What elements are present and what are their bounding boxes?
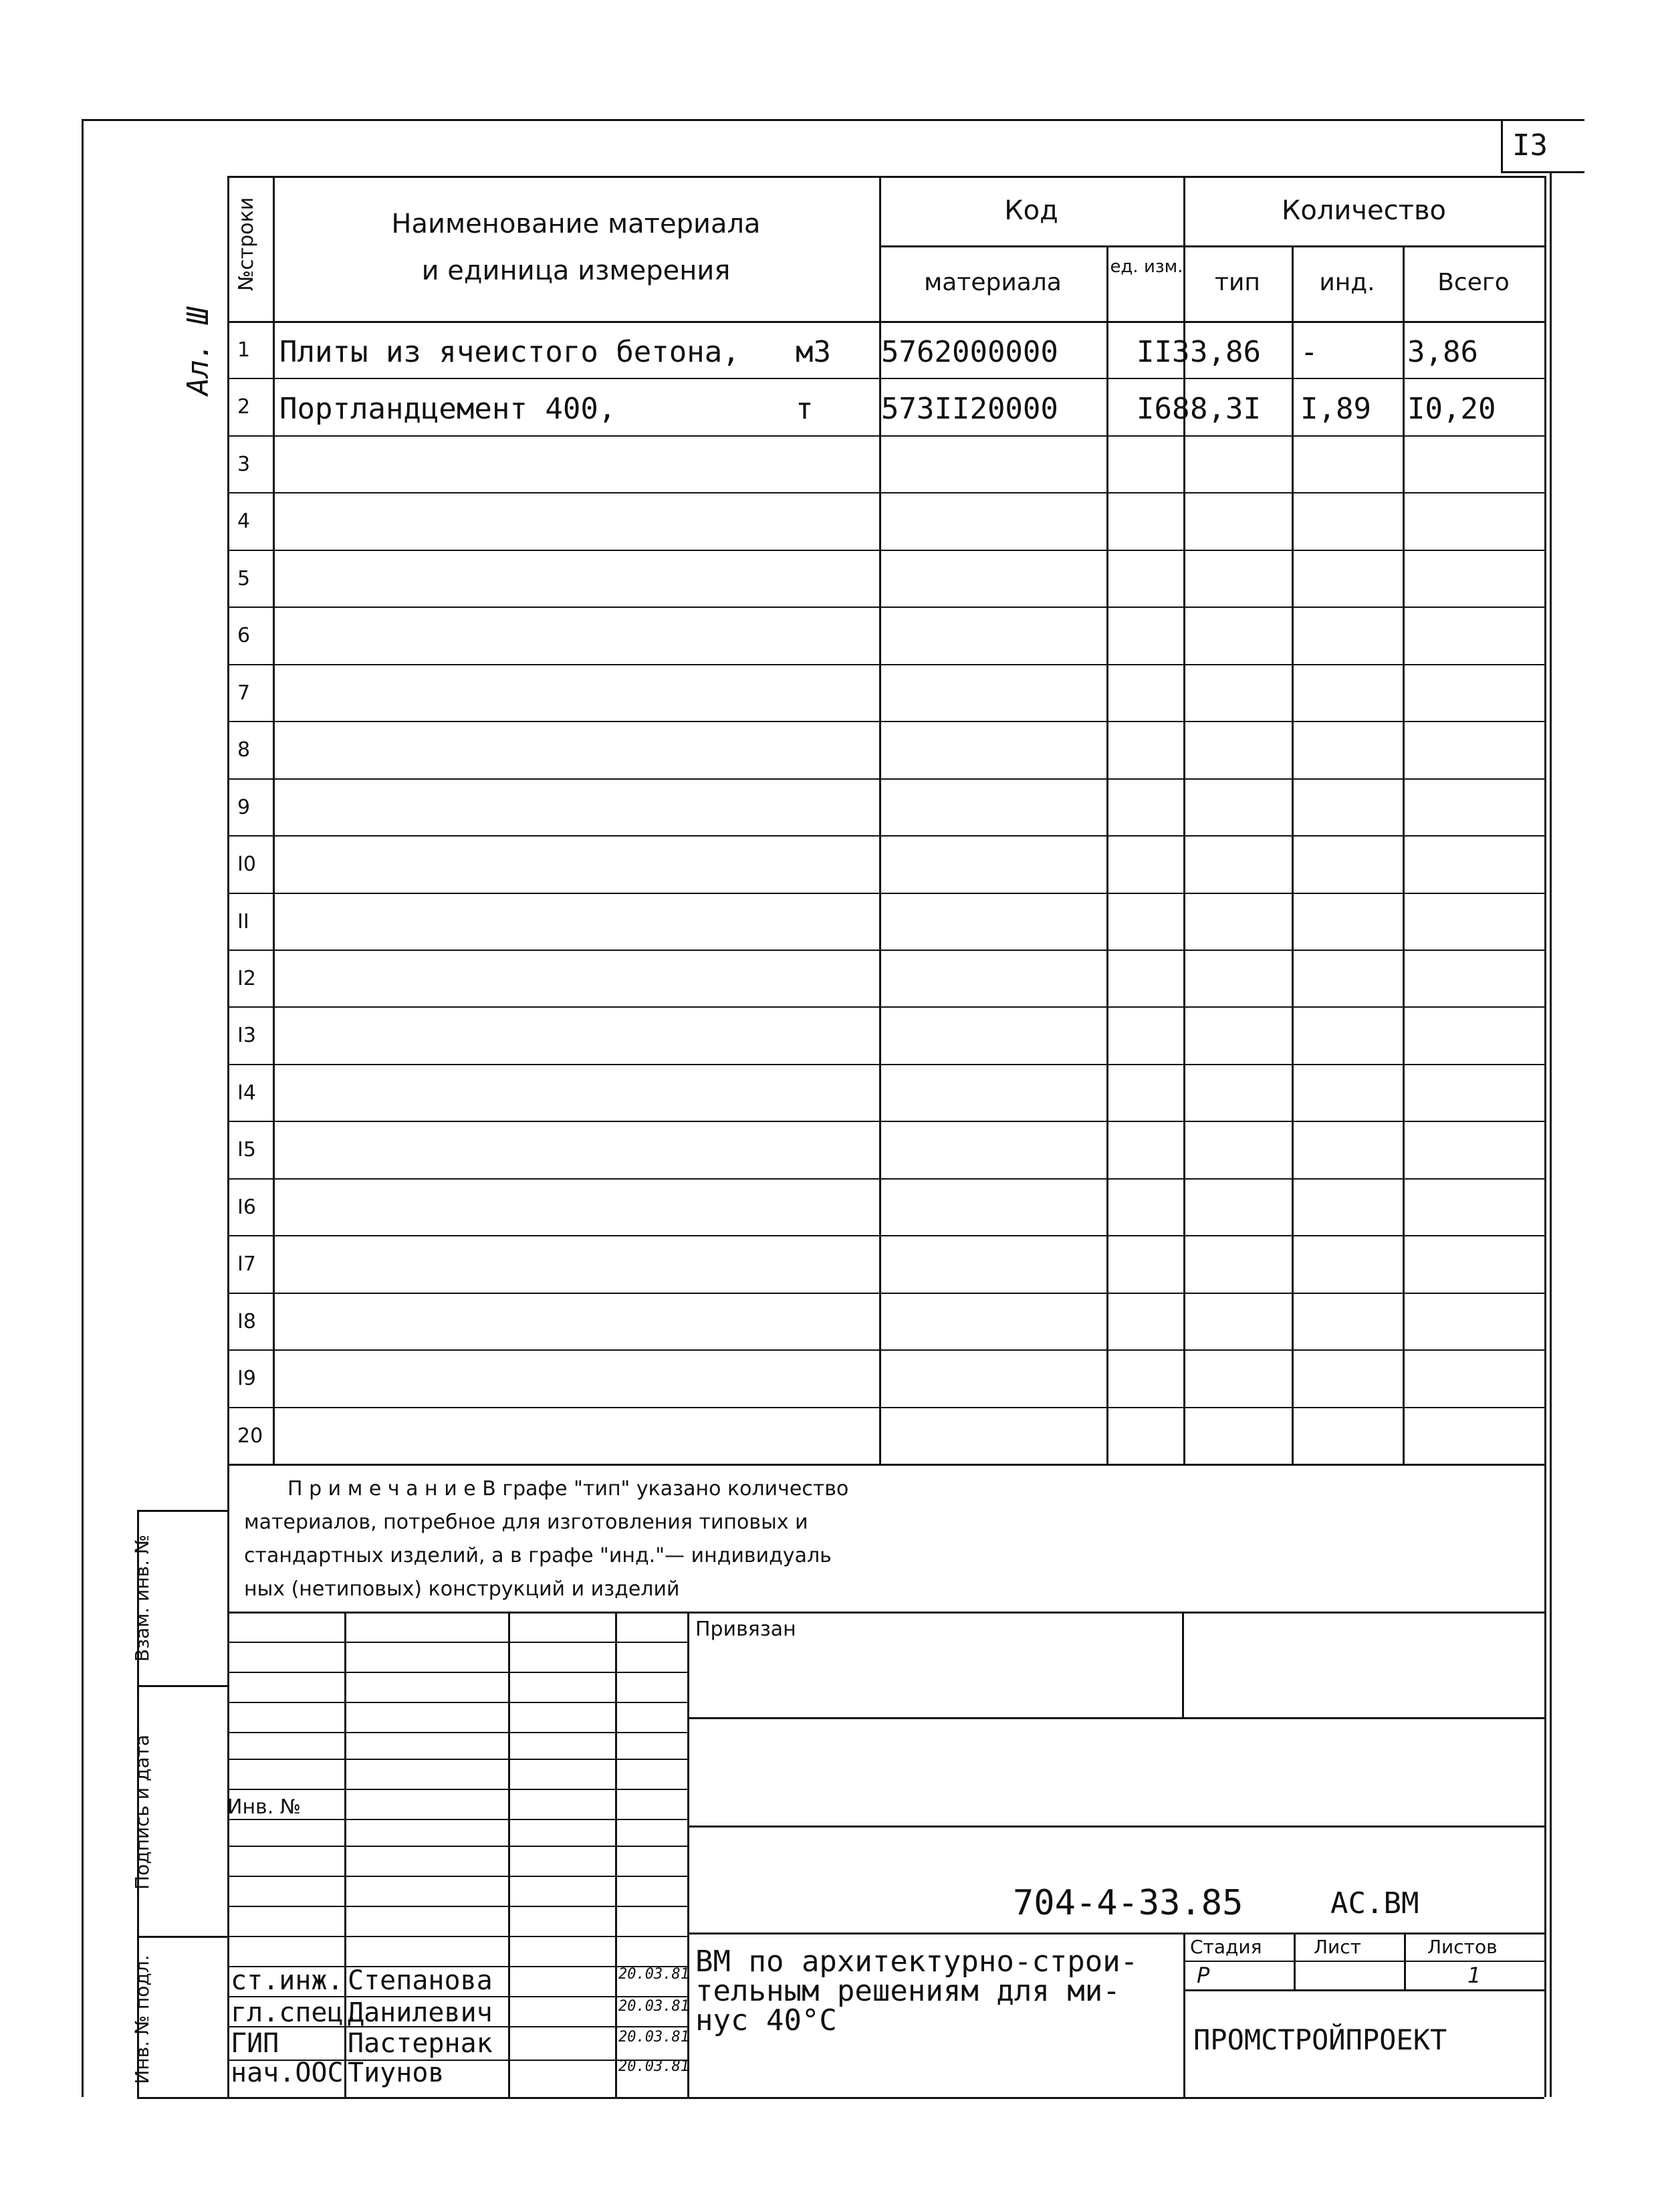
signer-role: ГИП — [231, 2028, 279, 2059]
side-line-1 — [137, 1510, 227, 1512]
note-line3: стандартных изделий, а в графе "инд."— индивидуаль — [244, 1544, 832, 1567]
sheets-value: 1 — [1467, 1963, 1482, 1988]
row-number: 6 — [237, 624, 251, 647]
sheet-label: Лист — [1314, 1936, 1361, 1958]
signer-role: нач.ООС — [231, 2058, 344, 2088]
signer-name: Данилевич — [348, 1997, 493, 2028]
organization: ПРОМСТРОЙПРОЕКТ — [1193, 2023, 1447, 2056]
inv-no-label: Инв. № — [227, 1795, 302, 1819]
row-number: I6 — [237, 1196, 256, 1219]
tb-row-line — [227, 1876, 687, 1877]
row-line — [227, 492, 1544, 493]
tb-col-3 — [615, 1612, 617, 2097]
row-line — [227, 1293, 1544, 1294]
frame-bottom-line — [137, 2097, 1544, 2099]
frame-top-line — [82, 119, 1584, 121]
row-total: I0,20 — [1407, 392, 1496, 426]
signer-role: ст.инж. — [231, 1965, 344, 1996]
header-code: Код — [1004, 195, 1058, 226]
table-right-line — [1544, 176, 1546, 2097]
row-number: 3 — [237, 453, 251, 476]
row-line — [227, 778, 1544, 780]
header-row-no: №строки — [235, 197, 258, 292]
row-code: 573II20000 — [881, 392, 1058, 426]
doc-code: 704-4-33.85 — [1013, 1883, 1244, 1923]
sheets-label: Листов — [1427, 1936, 1498, 1958]
row-name: Плиты из ячеистого бетона, — [279, 335, 740, 369]
tb-row-line — [227, 1936, 687, 1937]
signer-role: гл.спец. — [231, 1997, 360, 2028]
row-line — [227, 1064, 1544, 1065]
privyazan-label: Привязан — [695, 1618, 796, 1641]
table-bottom-line — [227, 1464, 1544, 1466]
row-line — [227, 950, 1544, 951]
row-number: II — [237, 910, 249, 933]
note-line2: материалов, потребное для изготовления типовых и — [244, 1511, 808, 1534]
row-number: 20 — [237, 1424, 263, 1448]
row-number: I5 — [237, 1138, 256, 1162]
tb-row-line — [227, 1732, 687, 1733]
tb-row-line — [227, 1789, 687, 1790]
row-unit: II3 — [1137, 335, 1190, 369]
header-bottom-line — [227, 321, 1544, 323]
row-number: I8 — [237, 1310, 256, 1333]
page-number-box-left — [1501, 119, 1503, 171]
row-number: 9 — [237, 796, 251, 819]
tb-stage-divider — [1183, 1932, 1185, 2097]
row-line — [227, 1121, 1544, 1122]
header-ind: инд. — [1319, 269, 1375, 296]
tb-line-privyazan — [687, 1717, 1544, 1719]
row-number: I4 — [237, 1081, 256, 1105]
tb-line-mid — [687, 1826, 1544, 1828]
tb-row-line — [227, 1672, 687, 1673]
side-line-2 — [137, 1685, 227, 1687]
row-typ: 8,3I — [1190, 392, 1261, 426]
row-number: 1 — [237, 338, 251, 362]
page-number-box-bottom — [1501, 171, 1584, 173]
row-line — [227, 378, 1544, 379]
row-number: I7 — [237, 1252, 256, 1276]
row-line — [227, 835, 1544, 837]
signer-date: 20.03.81 — [618, 1998, 689, 2015]
margin-mark: Ал. Ш — [181, 306, 215, 396]
row-line — [227, 1178, 1544, 1180]
row-number: I0 — [237, 853, 256, 876]
row-ind: I,89 — [1300, 392, 1371, 426]
signer-name: Степанова — [348, 1965, 493, 1996]
header-total: Всего — [1437, 269, 1510, 296]
col-line-rowno — [273, 176, 275, 1464]
header-name-line2: и единица измерения — [421, 255, 731, 286]
row-number: 2 — [237, 395, 251, 419]
tb-row-line — [227, 1759, 687, 1760]
table-top-line — [227, 176, 1544, 178]
stage-label: Стадия — [1190, 1936, 1262, 1958]
tb-main-divider — [687, 1612, 689, 2097]
signer-date: 20.03.81 — [618, 1966, 689, 1983]
tb-privyazan-divider — [1182, 1612, 1184, 1717]
frame-left-line — [82, 119, 84, 2097]
tb-stage-mid — [1183, 1961, 1544, 1962]
row-number: 4 — [237, 510, 251, 533]
side-label-podpis: Подпись и дата — [131, 1735, 153, 1890]
row-line — [227, 1235, 1544, 1236]
row-number: 5 — [237, 567, 251, 590]
signer-name: Пастернак — [348, 2028, 493, 2059]
signer-date: 20.03.81 — [618, 2058, 689, 2075]
tb-col-2 — [508, 1612, 510, 2097]
row-unit-name: м3 — [796, 335, 831, 369]
row-number: I2 — [237, 967, 256, 990]
tb-row-line — [227, 1702, 687, 1703]
header-mid-line — [879, 245, 1544, 247]
stage-value: Р — [1197, 1963, 1210, 1988]
signer-date: 20.03.81 — [618, 2029, 689, 2045]
doc-mark: АС.ВМ — [1330, 1886, 1419, 1920]
row-line — [227, 893, 1544, 894]
row-unit-name: т — [796, 392, 814, 426]
col-line-total — [1403, 245, 1405, 1464]
row-line — [227, 664, 1544, 665]
header-typ: тип — [1215, 269, 1260, 296]
side-label-vzam: Взам. инв. № — [131, 1534, 153, 1662]
row-code: 5762000000 — [881, 335, 1058, 369]
row-typ: 3,86 — [1190, 335, 1261, 369]
tb-row-line — [227, 1819, 687, 1820]
tb-row-line — [227, 1846, 687, 1847]
row-unit: I68 — [1137, 392, 1190, 426]
side-label-inv: Инв. № подл. — [131, 1955, 153, 2084]
row-name: Портландцемент 400, — [279, 392, 616, 426]
row-line — [227, 1349, 1544, 1351]
row-line — [227, 550, 1544, 551]
tb-top-line — [227, 1612, 1544, 1614]
row-total: 3,86 — [1407, 335, 1478, 369]
row-line — [227, 606, 1544, 608]
col-line-unit — [1106, 245, 1108, 1464]
header-unit: ед. изм. — [1110, 257, 1183, 277]
row-number: I9 — [237, 1367, 256, 1390]
note-line4: ных (нетиповых) конструкций и изделий — [244, 1577, 680, 1601]
description-line2: тельным решениям для ми- — [695, 1974, 1120, 2008]
header-quantity: Количество — [1281, 195, 1446, 226]
header-name-line1: Наименование материала — [391, 209, 761, 239]
row-ind: - — [1300, 335, 1318, 369]
description-line3: нус 40°С — [695, 2003, 837, 2037]
row-line — [227, 721, 1544, 722]
col-line-ind — [1292, 245, 1294, 1464]
row-line — [227, 435, 1544, 437]
row-number: I3 — [237, 1024, 256, 1047]
row-number: 7 — [237, 681, 251, 705]
tb-row-line — [227, 1906, 687, 1907]
description-line1: ВМ по архитектурно-строи- — [695, 1945, 1139, 1979]
tb-line-code — [687, 1932, 1544, 1934]
header-material: материала — [924, 269, 1062, 296]
tb-stage-bottom — [1183, 1989, 1544, 1991]
row-number: 8 — [237, 738, 251, 762]
row-line — [227, 1407, 1544, 1408]
frame-right-line — [1550, 171, 1552, 2097]
signer-name: Тиунов — [348, 2058, 445, 2088]
page-number: I3 — [1512, 128, 1548, 162]
row-line — [227, 1006, 1544, 1008]
tb-row-line — [227, 1642, 687, 1643]
note-line1: П р и м е ч а н и е В графе "тип" указано количество — [287, 1477, 849, 1501]
